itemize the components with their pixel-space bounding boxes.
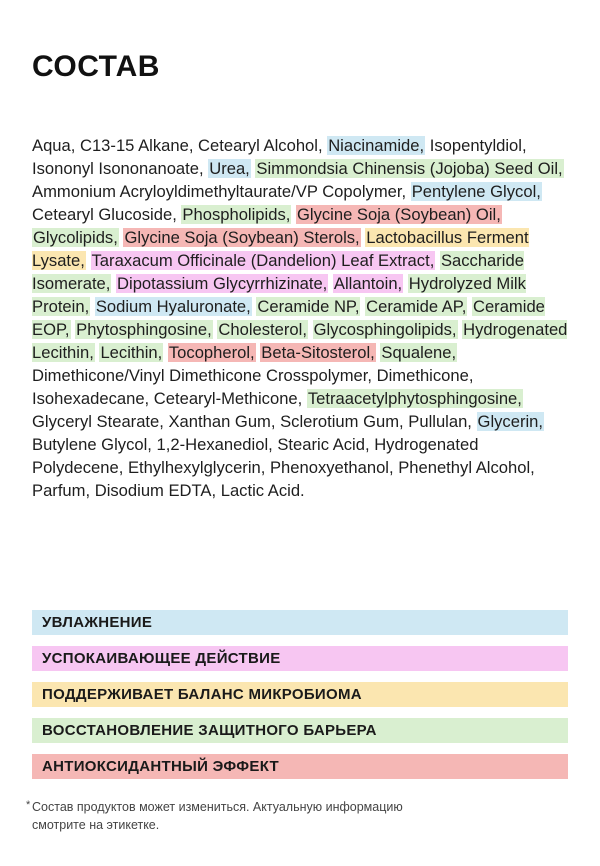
ingredient-highlight-green: Phospholipids, [182,205,291,224]
ingredient-text: Ammonium Acryloyldimethyltaurate/VP Copolymer, [32,182,411,201]
ingredient-text: Glyceryl Stearate, Xanthan Gum, Sclerotium Gum, Pullulan, [32,412,477,431]
ingredient-text: Dimethicone/Vinyl Dimethicone Crosspolymer, Dimethicone, Isohexadecane, Cetearyl-Methicone, [32,366,474,408]
ingredient-highlight-green: Phytosphingosine, [76,320,212,339]
ingredient-highlight-green: Ceramide EOP, [32,297,545,339]
ingredient-highlight-green: Hydrogenated Lecithin, [32,320,568,362]
ingredient-text [86,251,91,270]
ingredients-list [32,134,572,502]
page-title: СОСТАВ [32,50,160,83]
legend [32,610,568,790]
ingredient-highlight-green: Lecithin, [100,343,163,362]
legend-item [32,646,568,671]
ingredient-highlight-green: Hydrolyzed Milk Protein, [32,274,526,316]
ingredient-highlight-blue: Pentylene Glycol, [411,182,541,201]
legend-item [32,610,568,635]
ingredient-text: Butylene Glycol, 1,2-Hexanediol, Stearic Acid, Hydrogenated Polydecene, Ethylhexylglycerin, Phenoxyethanol, Phenethyl Alcohol, Parfum, Disodium EDTA, Lactic Acid. [32,435,535,500]
ingredient-highlight-green: Ceramide AP, [366,297,467,316]
legend-item [32,682,568,707]
footnote [26,798,572,834]
ingredient-highlight-blue: Glycerin, [477,412,543,431]
ingredient-highlight-green: Simmondsia Chinensis (Jojoba) Seed Oil, [256,159,563,178]
ingredient-text [308,320,313,339]
ingredient-highlight-red: Beta-Sitosterol, [261,343,375,362]
legend-item [32,718,568,743]
footnote-asterisk: * [26,799,31,811]
footnote-line-1: Состав продуктов может измениться. Актуальную информацию [32,800,403,814]
ingredient-text: Cetearyl Glucoside, [32,205,182,224]
legend-item-label: УВЛАЖНЕНИЕ [42,614,153,631]
legend-item-label: УСПОКАИВАЮЩЕЕ ДЕЙСТВИЕ [42,650,281,667]
legend-item-label: АНТИОКСИДАНТНЫЙ ЭФФЕКТ [42,758,280,775]
ingredient-highlight-red: Glycine Soja (Soybean) Oil, [296,205,501,224]
ingredient-highlight-green: Glycosphingolipids, [313,320,457,339]
legend-item-label: ПОДДЕРЖИВАЕТ БАЛАНС МИКРОБИОМА [42,686,362,703]
ingredient-highlight-blue: Sodium Hyaluronate, [95,297,251,316]
ingredient-highlight-green: Saccharide Isomerate, [32,251,524,293]
ingredient-highlight-blue: Urea, [209,159,250,178]
ingredient-highlight-green: Tetraacetylphytosphingosine, [307,389,522,408]
ingredient-highlight-pink: Allantoin, [333,274,403,293]
ingredient-text: Isopentyldiol, Isononyl Isononanoate, [32,136,527,178]
ingredient-highlight-green: Glycolipids, [33,228,118,247]
ingredient-highlight-green: Ceramide NP, [257,297,360,316]
legend-item-label: ВОССТАНОВЛЕНИЕ ЗАЩИТНОГО БАРЬЕРА [42,722,377,739]
ingredient-highlight-blue: Niacinamide, [328,136,425,155]
footnote-line-2: смотрите на этикетке. [32,818,160,832]
legend-item [32,754,568,779]
ingredient-highlight-green: Squalene, [381,343,457,362]
ingredient-highlight-yellow: Lactobacillus Ferment Lysate, [32,228,529,270]
ingredient-text: Aqua, C13-15 Alkane, Cetearyl Alcohol, [32,136,328,155]
ingredient-highlight-pink: Dipotassium Glycyrrhizinate, [117,274,328,293]
ingredient-highlight-red: Glycine Soja (Soybean) Sterols, [124,228,360,247]
ingredient-highlight-pink: Taraxacum Officinale (Dandelion) Leaf Extract, [91,251,435,270]
ingredient-highlight-red: Tocopherol, [168,343,255,362]
ingredient-highlight-green: Cholesterol, [218,320,307,339]
